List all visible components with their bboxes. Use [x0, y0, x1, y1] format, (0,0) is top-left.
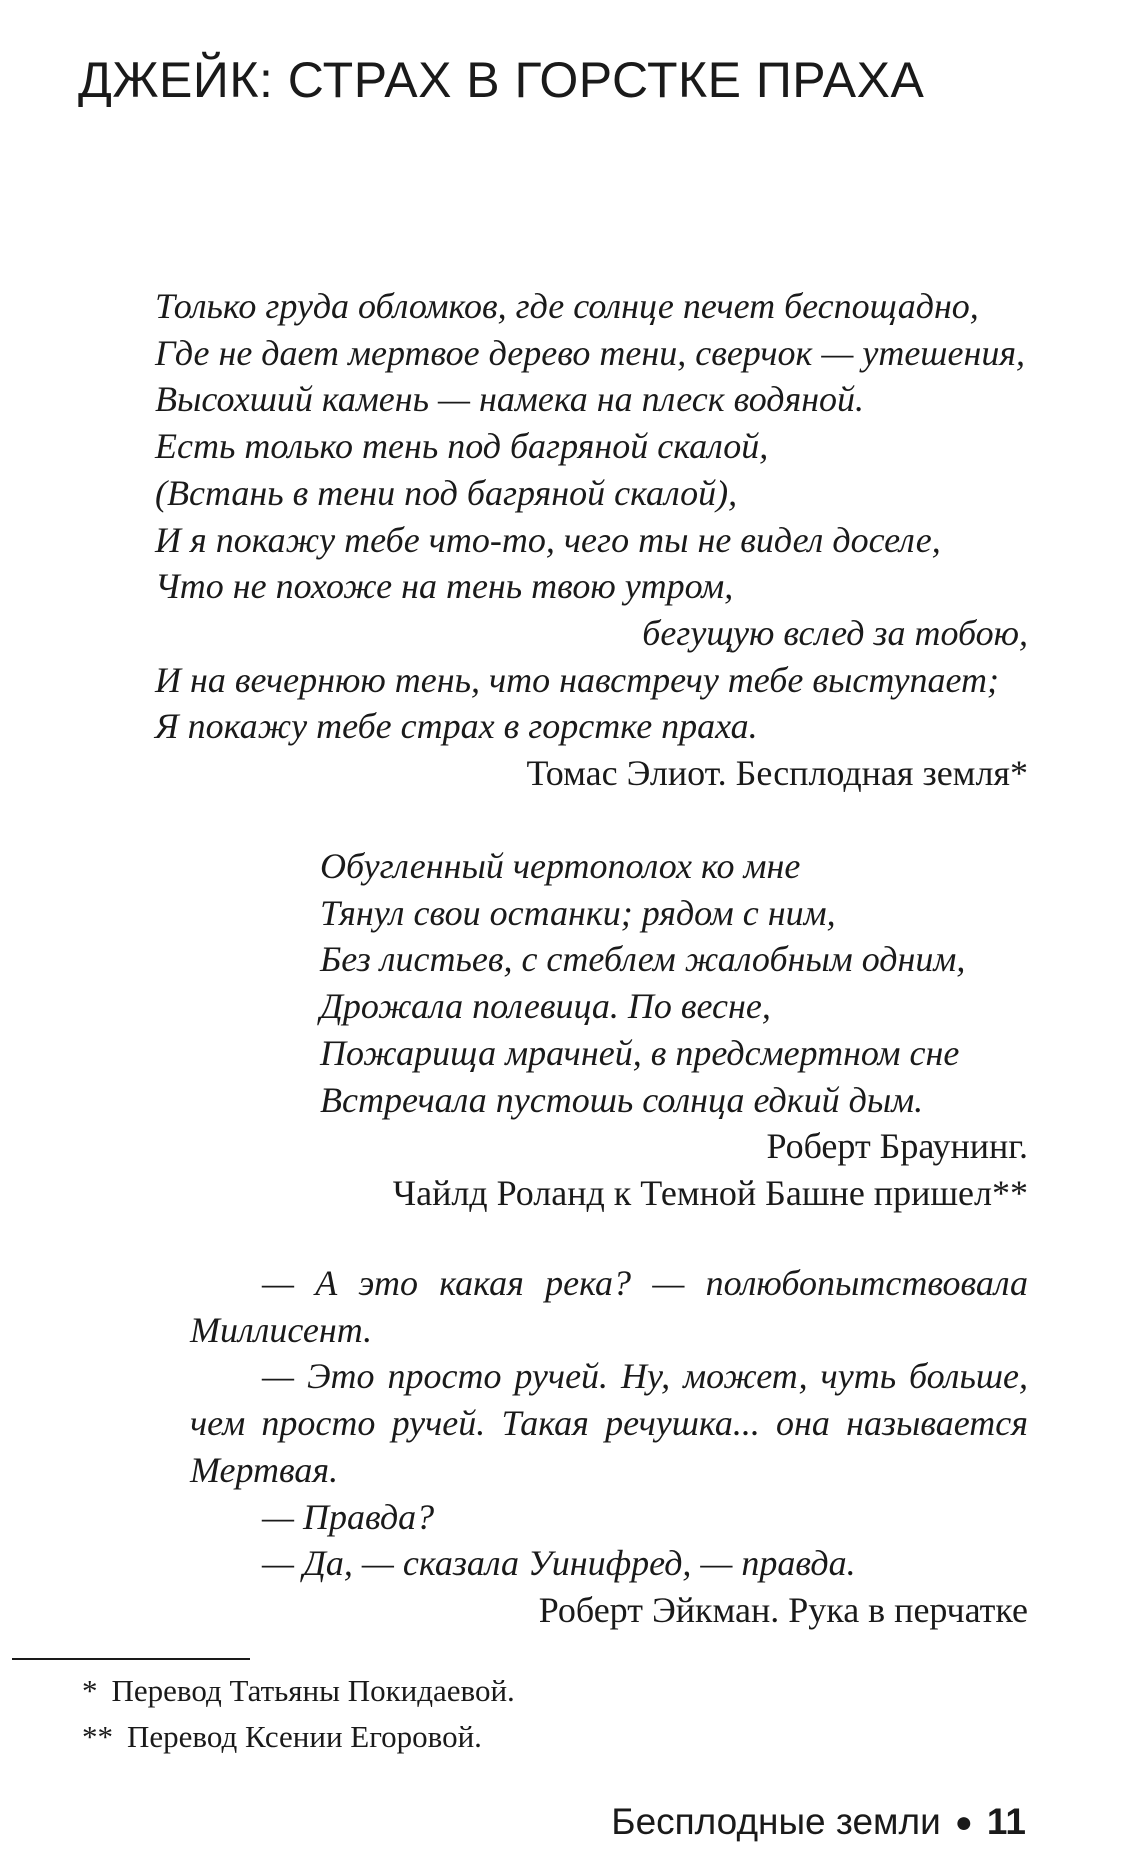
verse-line: Дрожала полевица. По весне,: [320, 986, 771, 1027]
verse-line: И я покажу тебе что-то, чего ты не видел доселе,: [155, 519, 941, 560]
chapter-title: ДЖЕЙК: СТРАХ В ГОРСТКЕ ПРАХА: [78, 52, 925, 108]
verse-line: И на вечернюю тень, что навстречу тебе выступает;: [155, 659, 999, 700]
dialogue-paragraph: — Да, — сказала Уинифред, — правда.: [262, 1543, 856, 1584]
epigraph-attribution: Томас Элиот. Бесплодная земля*: [526, 753, 1028, 794]
verse-line: Только груда обломков, где солнце печет беспощадно,: [155, 286, 979, 326]
verse-line: Что не похоже на тень твою утром,: [155, 566, 734, 607]
footnote-text: Перевод Татьяны Покидаевой.: [111, 1673, 515, 1708]
running-footer: [611, 1800, 1026, 1845]
bullet-separator: ●: [954, 1806, 973, 1839]
running-footer-book-title: Бесплодные земли: [611, 1801, 941, 1842]
verse-line: (Встань в тени под багряной скалой),: [155, 472, 738, 513]
dialogue-paragraph: — Правда?: [262, 1496, 435, 1537]
verse-line: Тянул свои останки; рядом с ним,: [320, 892, 836, 933]
footnote-text: Перевод Ксении Егоровой.: [127, 1719, 482, 1754]
footnote-mark: **: [82, 1719, 113, 1754]
epigraph-eliot: [155, 283, 1028, 797]
epigraph-attribution-author: Роберт Браунинг.: [766, 1126, 1028, 1167]
verse-line-continuation: бегущую вслед за тобою,: [642, 612, 1028, 653]
verse-line: Есть только тень под багряной скалой,: [155, 426, 769, 467]
epigraph-attribution: Роберт Эйкман. Рука в перчатке: [538, 1589, 1028, 1630]
verse-line: Без листьев, с стеблем жалобным одним,: [320, 939, 966, 980]
epigraph-aickman: [190, 1260, 1028, 1634]
dialogue-paragraph: — Это просто ручей. Ну, может, чуть больше, чем просто ручей. Такая речушка... она называется Мертвая.: [190, 1356, 1028, 1490]
verse-line: Встречала пустошь солнца едкий дым.: [320, 1079, 924, 1120]
footnotes: [82, 1668, 515, 1760]
dialogue-paragraph: — А это какая река? — полюбопытствовала Миллисент.: [190, 1263, 1028, 1350]
epigraph-attribution-work: Чайлд Роланд к Темной Башне пришел**: [392, 1172, 1028, 1213]
verse-line: Обугленный чертополох ко мне: [320, 846, 801, 886]
footnote-divider: [12, 1658, 250, 1660]
footnote: [82, 1714, 515, 1760]
page-number: 11: [986, 1801, 1026, 1842]
epigraph-browning: [155, 843, 1028, 1217]
footnote-mark: *: [82, 1673, 98, 1708]
verse-line: Высохший камень — намека на плеск водяной.: [155, 379, 865, 420]
verse-line: Пожарища мрачней, в предсмертном сне: [320, 1032, 960, 1073]
footnote: [82, 1668, 515, 1714]
verse-line: Где не дает мертвое дерево тени, сверчок — утешения,: [155, 332, 1026, 373]
verse-line: Я покажу тебе страх в горстке праха.: [155, 706, 758, 747]
